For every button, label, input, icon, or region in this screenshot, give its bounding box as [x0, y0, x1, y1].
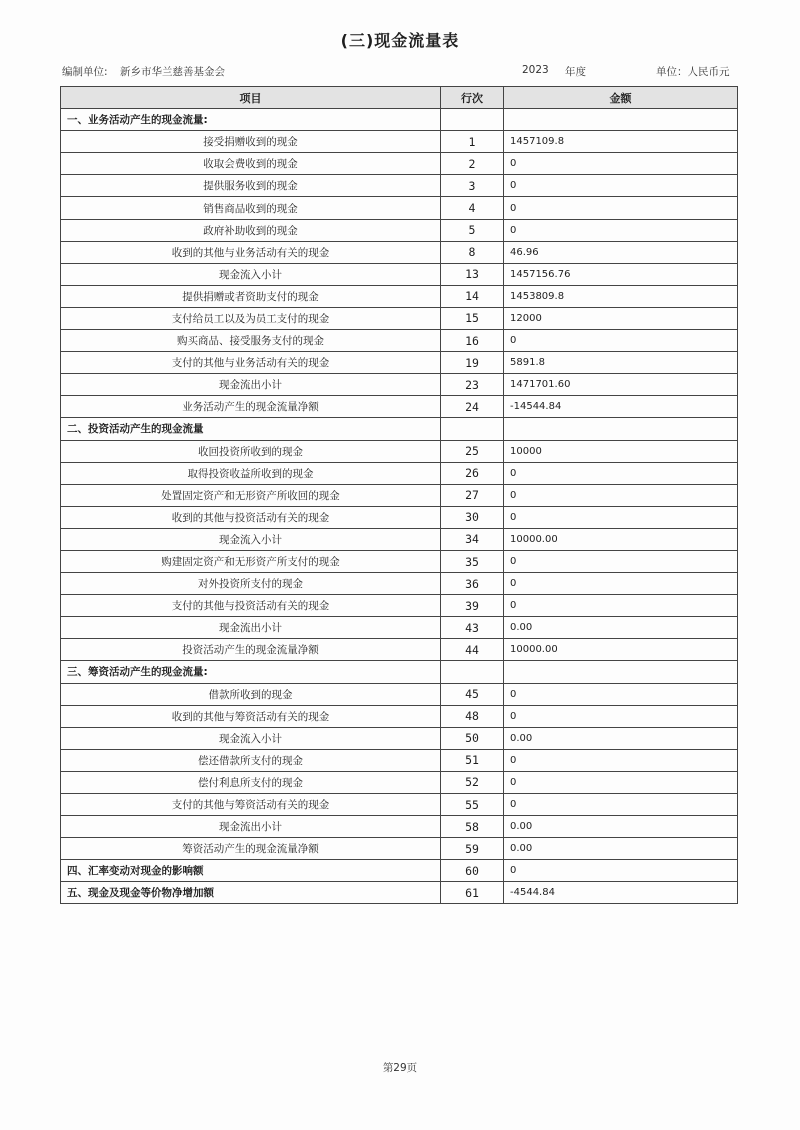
table-row	[61, 838, 738, 860]
row-item: 现金流入小计	[61, 727, 441, 749]
row-line-number: 25	[441, 440, 504, 462]
table-row	[61, 506, 738, 528]
table-row	[61, 263, 738, 285]
table-row	[61, 352, 738, 374]
table-row	[61, 440, 738, 462]
table-row	[61, 175, 738, 197]
row-amount: 0	[504, 506, 738, 528]
row-line-number: 34	[441, 528, 504, 550]
row-amount: 0	[504, 153, 738, 175]
row-amount: 10000.00	[504, 639, 738, 661]
row-item: 收到的其他与业务活动有关的现金	[61, 241, 441, 263]
table-header-row	[61, 87, 738, 109]
header-item: 项目	[61, 87, 441, 109]
row-amount: 46.96	[504, 241, 738, 263]
row-amount: 0	[504, 462, 738, 484]
row-item: 四、汇率变动对现金的影响额	[61, 860, 441, 882]
row-item: 收回投资所收到的现金	[61, 440, 441, 462]
row-item: 提供捐赠或者资助支付的现金	[61, 285, 441, 307]
row-line-number: 8	[441, 241, 504, 263]
row-item: 借款所收到的现金	[61, 683, 441, 705]
row-amount: 0	[504, 595, 738, 617]
row-amount: -4544.84	[504, 882, 738, 904]
row-item: 取得投资收益所收到的现金	[61, 462, 441, 484]
row-item: 业务活动产生的现金流量净额	[61, 396, 441, 418]
row-amount	[504, 109, 738, 131]
table-row	[61, 550, 738, 572]
table-row	[61, 727, 738, 749]
row-line-number: 59	[441, 838, 504, 860]
row-amount: 0	[504, 484, 738, 506]
row-line-number: 43	[441, 617, 504, 639]
row-line-number: 14	[441, 285, 504, 307]
row-item: 接受捐赠收到的现金	[61, 131, 441, 153]
table-row	[61, 197, 738, 219]
table-row	[61, 705, 738, 727]
row-amount: 0.00	[504, 816, 738, 838]
table-row	[61, 418, 738, 440]
row-line-number: 58	[441, 816, 504, 838]
table-row	[61, 131, 738, 153]
table-row	[61, 484, 738, 506]
row-item: 支付给员工以及为员工支付的现金	[61, 307, 441, 329]
row-amount: 0	[504, 860, 738, 882]
row-line-number	[441, 109, 504, 131]
table-row	[61, 617, 738, 639]
row-line-number: 50	[441, 727, 504, 749]
row-item: 支付的其他与投资活动有关的现金	[61, 595, 441, 617]
row-line-number: 13	[441, 263, 504, 285]
row-line-number: 4	[441, 197, 504, 219]
row-amount: 1457109.8	[504, 131, 738, 153]
row-line-number: 15	[441, 307, 504, 329]
row-item: 二、投资活动产生的现金流量	[61, 418, 441, 440]
table-row	[61, 396, 738, 418]
row-item: 收取会费收到的现金	[61, 153, 441, 175]
table-row	[61, 374, 738, 396]
row-line-number	[441, 661, 504, 683]
table-row	[61, 330, 738, 352]
row-amount: 0	[504, 794, 738, 816]
row-item: 五、现金及现金等价物净增加额	[61, 882, 441, 904]
row-line-number: 16	[441, 330, 504, 352]
table-row	[61, 794, 738, 816]
table-row	[61, 661, 738, 683]
table-row	[61, 683, 738, 705]
row-amount: 0	[504, 749, 738, 771]
row-line-number: 36	[441, 573, 504, 595]
row-line-number: 51	[441, 749, 504, 771]
row-line-number: 24	[441, 396, 504, 418]
table-row	[61, 860, 738, 882]
table-row	[61, 771, 738, 793]
table-row	[61, 462, 738, 484]
row-amount: 1471701.60	[504, 374, 738, 396]
row-line-number: 55	[441, 794, 504, 816]
row-item: 对外投资所支付的现金	[61, 573, 441, 595]
row-item: 现金流入小计	[61, 528, 441, 550]
row-line-number: 23	[441, 374, 504, 396]
table-row	[61, 241, 738, 263]
page-title: (三)现金流量表	[340, 31, 460, 50]
row-line-number: 27	[441, 484, 504, 506]
row-line-number	[441, 418, 504, 440]
row-line-number: 45	[441, 683, 504, 705]
row-amount: 0	[504, 330, 738, 352]
row-amount: 0	[504, 705, 738, 727]
row-item: 收到的其他与投资活动有关的现金	[61, 506, 441, 528]
table-row	[61, 882, 738, 904]
table-row	[61, 639, 738, 661]
row-amount: 0	[504, 573, 738, 595]
row-item: 现金流出小计	[61, 374, 441, 396]
table-row	[61, 816, 738, 838]
row-item: 偿付利息所支付的现金	[61, 771, 441, 793]
row-amount: 0	[504, 197, 738, 219]
row-item: 一、业务活动产生的现金流量:	[61, 109, 441, 131]
row-amount: 1457156.76	[504, 263, 738, 285]
row-amount: 0	[504, 219, 738, 241]
row-item: 筹资活动产生的现金流量净额	[61, 838, 441, 860]
row-amount: 10000	[504, 440, 738, 462]
row-line-number: 61	[441, 882, 504, 904]
row-item: 现金流入小计	[61, 263, 441, 285]
row-amount: 10000.00	[504, 528, 738, 550]
report-year: 2023	[522, 64, 549, 76]
row-line-number: 2	[441, 153, 504, 175]
row-item: 现金流出小计	[61, 617, 441, 639]
page-number: 第29页	[382, 1062, 418, 1074]
row-item: 购买商品、接受服务支付的现金	[61, 330, 441, 352]
row-amount: 12000	[504, 307, 738, 329]
row-item: 政府补助收到的现金	[61, 219, 441, 241]
row-amount: -14544.84	[504, 396, 738, 418]
row-line-number: 26	[441, 462, 504, 484]
row-amount: 0.00	[504, 838, 738, 860]
row-item: 投资活动产生的现金流量净额	[61, 639, 441, 661]
row-amount: 0	[504, 175, 738, 197]
table-row	[61, 573, 738, 595]
table-row	[61, 219, 738, 241]
row-amount: 0.00	[504, 617, 738, 639]
table-body	[61, 109, 738, 904]
row-item: 偿还借款所支付的现金	[61, 749, 441, 771]
row-amount: 0.00	[504, 727, 738, 749]
row-item: 支付的其他与筹资活动有关的现金	[61, 794, 441, 816]
row-item: 销售商品收到的现金	[61, 197, 441, 219]
cash-flow-table	[60, 86, 738, 904]
row-line-number: 60	[441, 860, 504, 882]
org-name: 新乡市华兰慈善基金会	[120, 66, 225, 78]
row-line-number: 48	[441, 705, 504, 727]
table-row	[61, 528, 738, 550]
header-amount: 金额	[504, 87, 738, 109]
row-item: 现金流出小计	[61, 816, 441, 838]
table-row	[61, 285, 738, 307]
header-line: 行次	[441, 87, 504, 109]
row-item: 处置固定资产和无形资产所收回的现金	[61, 484, 441, 506]
row-item: 收到的其他与筹资活动有关的现金	[61, 705, 441, 727]
row-amount: 5891.8	[504, 352, 738, 374]
currency-unit: 单位：人民币元	[656, 66, 730, 78]
row-item: 购建固定资产和无形资产所支付的现金	[61, 550, 441, 572]
row-line-number: 52	[441, 771, 504, 793]
row-line-number: 30	[441, 506, 504, 528]
row-line-number: 3	[441, 175, 504, 197]
row-amount	[504, 661, 738, 683]
row-line-number: 19	[441, 352, 504, 374]
row-line-number: 39	[441, 595, 504, 617]
row-line-number: 1	[441, 131, 504, 153]
row-item: 提供服务收到的现金	[61, 175, 441, 197]
row-amount: 0	[504, 683, 738, 705]
year-label: 年度	[565, 66, 586, 78]
table-row	[61, 749, 738, 771]
row-line-number: 5	[441, 219, 504, 241]
row-amount: 0	[504, 771, 738, 793]
row-item: 三、筹资活动产生的现金流量:	[61, 661, 441, 683]
table-row	[61, 307, 738, 329]
table-row	[61, 595, 738, 617]
row-amount: 0	[504, 550, 738, 572]
table-row	[61, 109, 738, 131]
row-line-number: 44	[441, 639, 504, 661]
org-label: 编制单位:	[62, 66, 108, 78]
table-row	[61, 153, 738, 175]
row-amount	[504, 418, 738, 440]
row-amount: 1453809.8	[504, 285, 738, 307]
row-line-number: 35	[441, 550, 504, 572]
row-item: 支付的其他与业务活动有关的现金	[61, 352, 441, 374]
